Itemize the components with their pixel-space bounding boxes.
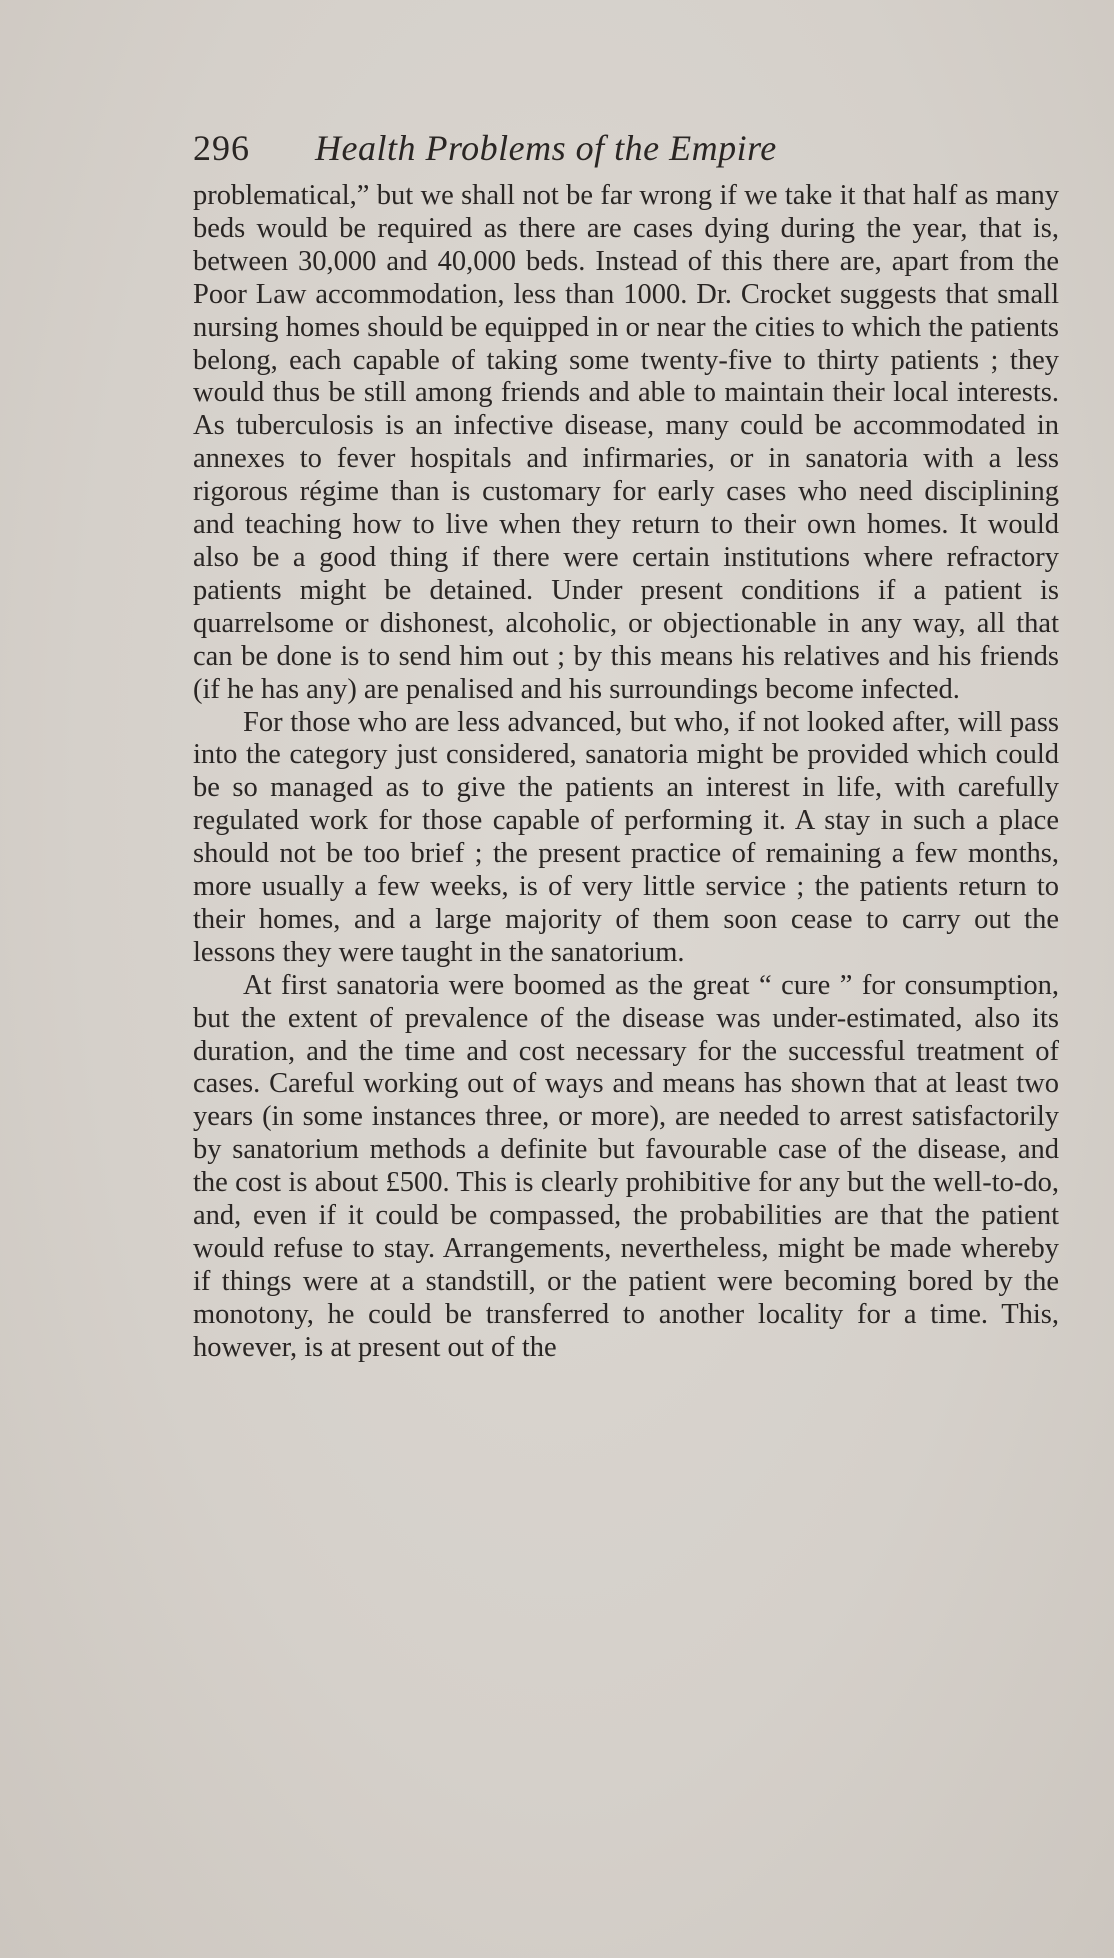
- page-number: 296: [193, 128, 250, 168]
- paragraph-continued: problematical,” but we shall not be far wrong if we take it that half as many beds would be required as there are cases dying during the year, that is, between 30,000 and 40,000 beds. Instead of this there are, apart from the Poor Law accommodation, less than 1000. Dr. Crocket suggests that small nursing homes should be equipped in or near the cities to which the patients belong, each capable of taking some twenty-five to thirty patients ; they would thus be still among friends and able to maintain their local interests. As tuberculosis is an infective disease, many could be accommodated in annexes to fever hospitals and infirmaries, or in sanatoria with a less rigorous régime than is customary for early cases who need disciplining and teaching how to live when they return to their own homes. It would also be a good thing if there were certain institutions where refractory patients might be detained. Under present conditions if a patient is quarrelsome or dishonest, alcoholic, or objectionable in any way, all that can be done is to send him out ; by this means his relatives and his friends (if he has any) are penalised and his surroundings become infected.: [193, 180, 1059, 705]
- paragraph-sanatoria-less-advanced: For those who are less advanced, but who, if not looked after, will pass into the category just considered, sanatoria might be provided which could be so managed as to give the patients an interest in life, with carefully regulated work for those capable of performing it. A stay in such a place should not be too brief ; the present practice of remaining a few months, more usually a few weeks, is of very little service ; the patients return to their homes, and a large majority of them soon cease to carry out the lessons they were taught in the sanatorium.: [193, 706, 1059, 968]
- running-title: Health Problems of the Empire: [315, 128, 777, 168]
- body-text: [193, 180, 1059, 1365]
- paragraph-sanatoria-cure: At first sanatoria were boomed as the great “ cure ” for consumption, but the extent of prevalence of the disease was under-estimated, also its duration, and the time and cost necessary for the successful treatment of cases. Careful working out of ways and means has shown that at least two years (in some instances three, or more), are needed to arrest satisfactorily by sanatorium methods a definite but favourable case of the disease, and the cost is about £500. This is clearly prohibitive for any but the well-to-do, and, even if it could be compassed, the probabilities are that the patient would refuse to stay. Arrangements, nevertheless, might be made whereby if things were at a standstill, or the patient were becoming bored by the monotony, he could be transferred to another locality for a time. This, however, is at present out of the: [193, 969, 1059, 1363]
- running-head: [193, 120, 1063, 176]
